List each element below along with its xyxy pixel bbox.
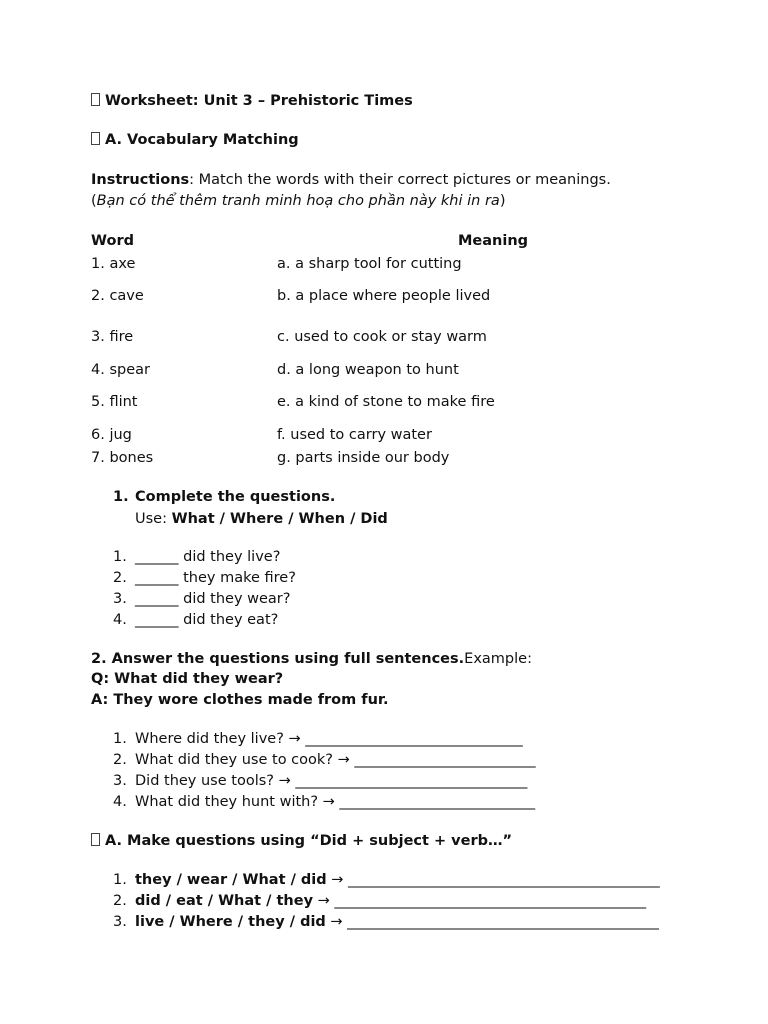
column-header-meaning: Meaning (458, 233, 529, 249)
answer-line: → ___________________________________________ (313, 893, 647, 909)
list-number: 1. (113, 731, 127, 747)
list-number: 1. (113, 872, 127, 888)
instructions (91, 170, 611, 190)
example-label: Example: (464, 651, 532, 667)
list-number: 2. (113, 570, 127, 586)
example-answer: A: They wore clothes made from fur. (91, 692, 389, 708)
missing-glyph-icon (91, 132, 100, 145)
note-open: ( (91, 193, 97, 209)
use-words: What / Where / When / Did (171, 511, 388, 527)
scrambled-prompt: they / wear / What / did (135, 872, 327, 888)
missing-glyph-icon (91, 93, 100, 106)
vocab-word: 3. fire (91, 329, 134, 345)
answer-question: Did they use tools? → ________________________________ (135, 773, 528, 789)
fill-blank-question: ______ did they wear? (135, 591, 291, 607)
instructions-label: Instructions (91, 172, 190, 188)
fill-blank-question: ______ did they eat? (135, 612, 279, 628)
vocab-meaning: b. a place where people lived (277, 288, 491, 304)
list-number: 3. (113, 591, 127, 607)
column-header-word: Word (91, 233, 134, 249)
list-number: 2. (113, 752, 127, 768)
vocab-meaning: f. used to carry water (277, 427, 432, 443)
note-italic: Bạn có thể thêm tranh minh hoạ cho phần này khi in ra (96, 193, 500, 209)
vocab-meaning: a. a sharp tool for cutting (277, 256, 462, 272)
make-questions-heading-text: A. Make questions using “Did + subject + verb…” (105, 833, 513, 849)
use-label: Use: (135, 511, 172, 527)
example-question: Q: What did they wear? (91, 671, 284, 687)
list-number: 4. (113, 612, 127, 628)
make-question-item (135, 912, 659, 932)
vocab-word: 1. axe (91, 256, 136, 272)
list-number: 3. (113, 773, 127, 789)
fill-blank-question: ______ did they live? (135, 549, 281, 565)
answer-question: What did they hunt with? → ___________________________ (135, 794, 536, 810)
answer-line: → ___________________________________________ (326, 872, 660, 888)
missing-glyph-icon (91, 833, 100, 846)
list-number: 1. (113, 549, 127, 565)
use-words-line (135, 509, 388, 529)
vocab-word: 7. bones (91, 450, 154, 466)
vocab-meaning: g. parts inside our body (277, 450, 450, 466)
section-a-heading (91, 130, 299, 150)
scrambled-prompt: did / eat / What / they (135, 893, 314, 909)
make-question-item (135, 870, 660, 890)
answer-question: What did they use to cook? → _________________________ (135, 752, 536, 768)
answer-question: Where did they live? → ______________________________ (135, 731, 523, 747)
worksheet-title (91, 91, 413, 111)
vocab-word: 4. spear (91, 362, 150, 378)
instructions-note (91, 191, 505, 211)
complete-questions-number: 1. (113, 489, 129, 505)
answer-questions-heading-line (91, 649, 532, 669)
make-questions-heading (91, 831, 512, 851)
complete-questions-heading: Complete the questions. (135, 489, 336, 505)
title-text: Worksheet: Unit 3 – Prehistoric Times (105, 93, 413, 109)
instructions-text: : Match the words with their correct pictures or meanings. (189, 172, 611, 188)
vocab-meaning: c. used to cook or stay warm (277, 329, 487, 345)
scrambled-prompt: live / Where / they / did (135, 914, 326, 930)
answer-line: → ___________________________________________ (325, 914, 659, 930)
make-question-item (135, 891, 646, 911)
vocab-word: 2. cave (91, 288, 144, 304)
note-close: ) (499, 193, 506, 209)
list-number: 4. (113, 794, 127, 810)
vocab-word: 6. jug (91, 427, 132, 443)
vocab-meaning: e. a kind of stone to make fire (277, 394, 495, 410)
list-number: 3. (113, 914, 127, 930)
vocab-meaning: d. a long weapon to hunt (277, 362, 459, 378)
list-number: 2. (113, 893, 127, 909)
vocab-word: 5. flint (91, 394, 138, 410)
answer-questions-heading: 2. Answer the questions using full sentences. (91, 651, 465, 667)
section-a-heading-text: A. Vocabulary Matching (105, 132, 299, 148)
fill-blank-question: ______ they make fire? (135, 570, 296, 586)
